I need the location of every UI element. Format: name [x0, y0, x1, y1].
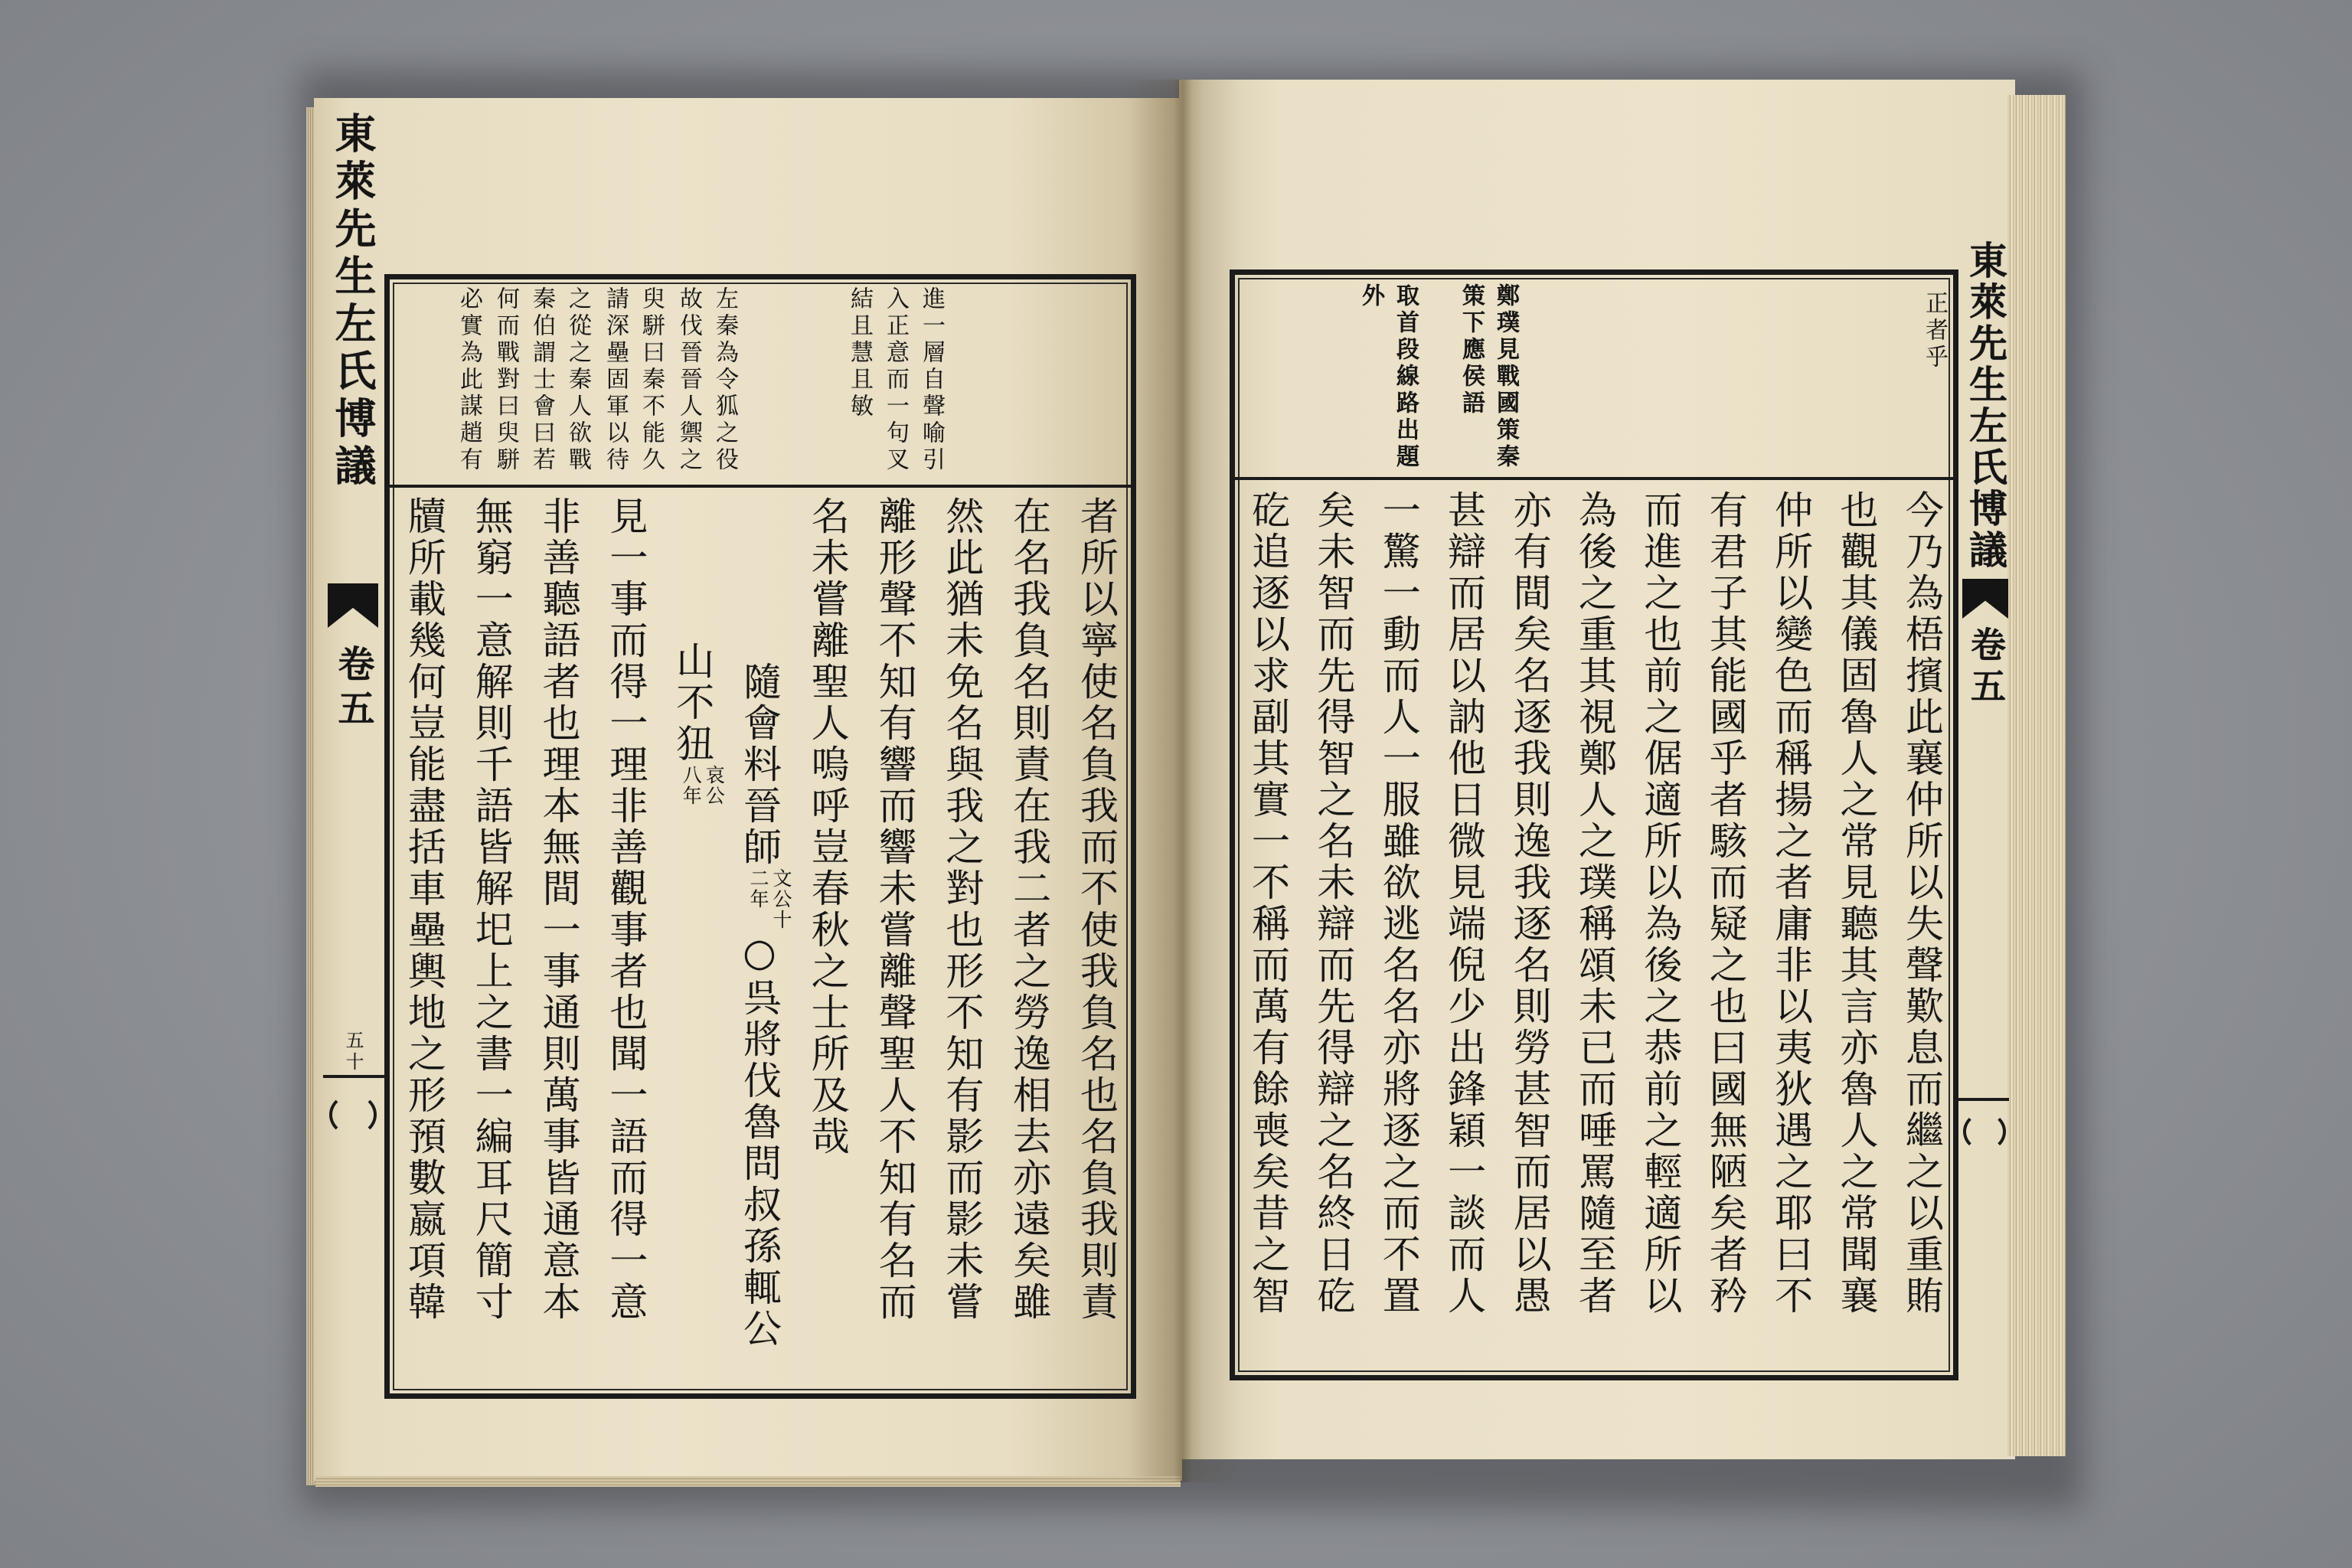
left-header-divider	[390, 485, 1131, 488]
section-title-note: 哀公 八年	[680, 765, 726, 806]
body-column: 甚辯而居以訥他日微見端倪少出鋒穎一談而人	[1442, 490, 1487, 1317]
body-column: 牘所載幾何豈能盡括車壘輿地之形預數嬴項韓	[402, 496, 446, 1323]
fold-left-page-number: 五十	[342, 1031, 364, 1073]
right-header-note: 正者乎	[1921, 291, 1948, 371]
left-header-note: 入正意而一句叉	[882, 286, 909, 474]
fold-left-rule	[323, 1075, 387, 1078]
left-header-note: 秦伯謂士會曰若	[528, 286, 555, 474]
body-column: 仲所以變色而稱揚之者庸非以夷狄遇之耶曰不	[1769, 490, 1814, 1317]
body-column: 為後之重其視鄭人之璞稱頌未已而唾罵隨至者	[1572, 490, 1617, 1317]
right-header-note: 策下應侯語	[1458, 283, 1485, 417]
section-title: 隨會料晉師	[737, 662, 782, 868]
fold-left-ornament	[329, 1093, 377, 1136]
section-title: ○呉將伐魯問叔孫輒公	[737, 930, 782, 1350]
fold-right-title: 東萊先生左氏博議	[1963, 240, 2008, 571]
fold-left-title: 東萊先生左氏博議	[328, 112, 377, 492]
body-column: 然此猶未免名與我之對也形不知有影而影未嘗	[939, 496, 985, 1323]
left-bottom-page-edges	[315, 1476, 1181, 1487]
right-header-note: 取首段線路出題	[1392, 283, 1419, 471]
left-header-note: 臾駢曰秦不能久	[638, 286, 665, 474]
fold-right-ornament	[1963, 1112, 2006, 1152]
fold-left-volume: 卷五	[332, 645, 374, 733]
left-header-note: 故伐晉晉人禦之	[675, 286, 702, 474]
body-column: 而進之也前之倨適所以為後之恭前之輕適所以	[1638, 490, 1683, 1317]
section-title-column	[661, 496, 725, 1390]
fold-right-volume: 卷五	[1965, 626, 2007, 709]
body-column: 離形聲不知有響而響未嘗離聲聖人不知有名而	[872, 496, 917, 1323]
body-column: 見一事而得一理非善觀事者也聞一語而得一意	[603, 496, 648, 1323]
right-header-divider	[1235, 477, 1953, 480]
right-header-note: 外	[1357, 283, 1384, 310]
body-column: 在名我負名則責在我二者之勞逸相去亦遠矣雖	[1007, 496, 1052, 1323]
section-title: 山不狃	[670, 641, 715, 765]
right-header-note: 鄭璞見戰國策秦	[1492, 283, 1519, 471]
left-header-note: 請深壘固軍以待	[602, 286, 629, 474]
body-column: 也觀其儀固魯人之常見聽其言亦魯人之常聞襄	[1834, 490, 1879, 1317]
body-column: 矻追逐以求副其實一不稱而萬有餘喪矣昔之智	[1246, 490, 1290, 1317]
left-page-body	[392, 496, 1129, 1390]
body-column: 無窮一意解則千語皆解圯上之書一編耳尺簡寸	[469, 496, 514, 1323]
left-header-note: 必實為此謀趙有	[456, 286, 482, 474]
body-column: 亦有間矣名逐我則逸我逐名則勞甚智而居以愚	[1507, 490, 1552, 1317]
body-column: 非善聽語者也理本無間一事通則萬事皆通意本	[536, 496, 581, 1323]
left-header-note: 進一層自聲喻引	[918, 286, 945, 474]
body-column: 一驚一動而人一服雖欲逃名名亦將逐之而不置	[1376, 490, 1421, 1317]
left-header-note: 何而戰對曰臾駢	[492, 286, 519, 474]
left-header-note: 之從之秦人欲戰	[564, 286, 591, 474]
left-header-note: 左秦為令狐之役	[711, 286, 738, 474]
section-title-note: 文公十 二年	[746, 868, 792, 930]
body-column: 矣未智而先得智之名未辯而先得辯之名終日矻	[1311, 490, 1356, 1317]
right-page-stack	[2007, 95, 2066, 1456]
body-column: 名未嘗離聖人嗚呼豈春秋之士所及哉	[805, 496, 850, 1158]
section-title-column	[728, 496, 792, 1390]
right-page-body	[1236, 490, 1954, 1372]
body-column: 者所以寧使名負我而不使我負名也名負我則責	[1073, 496, 1119, 1323]
body-column: 有君子其能國乎者駭而疑之也曰國無陋矣者矜	[1703, 490, 1748, 1317]
fold-right-rule	[1958, 1098, 2009, 1101]
left-header-note: 結且慧且敏	[846, 286, 873, 420]
book-gutter-shadow	[1125, 80, 1240, 1482]
body-column: 今乃為梧擯此襄仲所以失聲歎息而繼之以重賄	[1899, 490, 1944, 1317]
